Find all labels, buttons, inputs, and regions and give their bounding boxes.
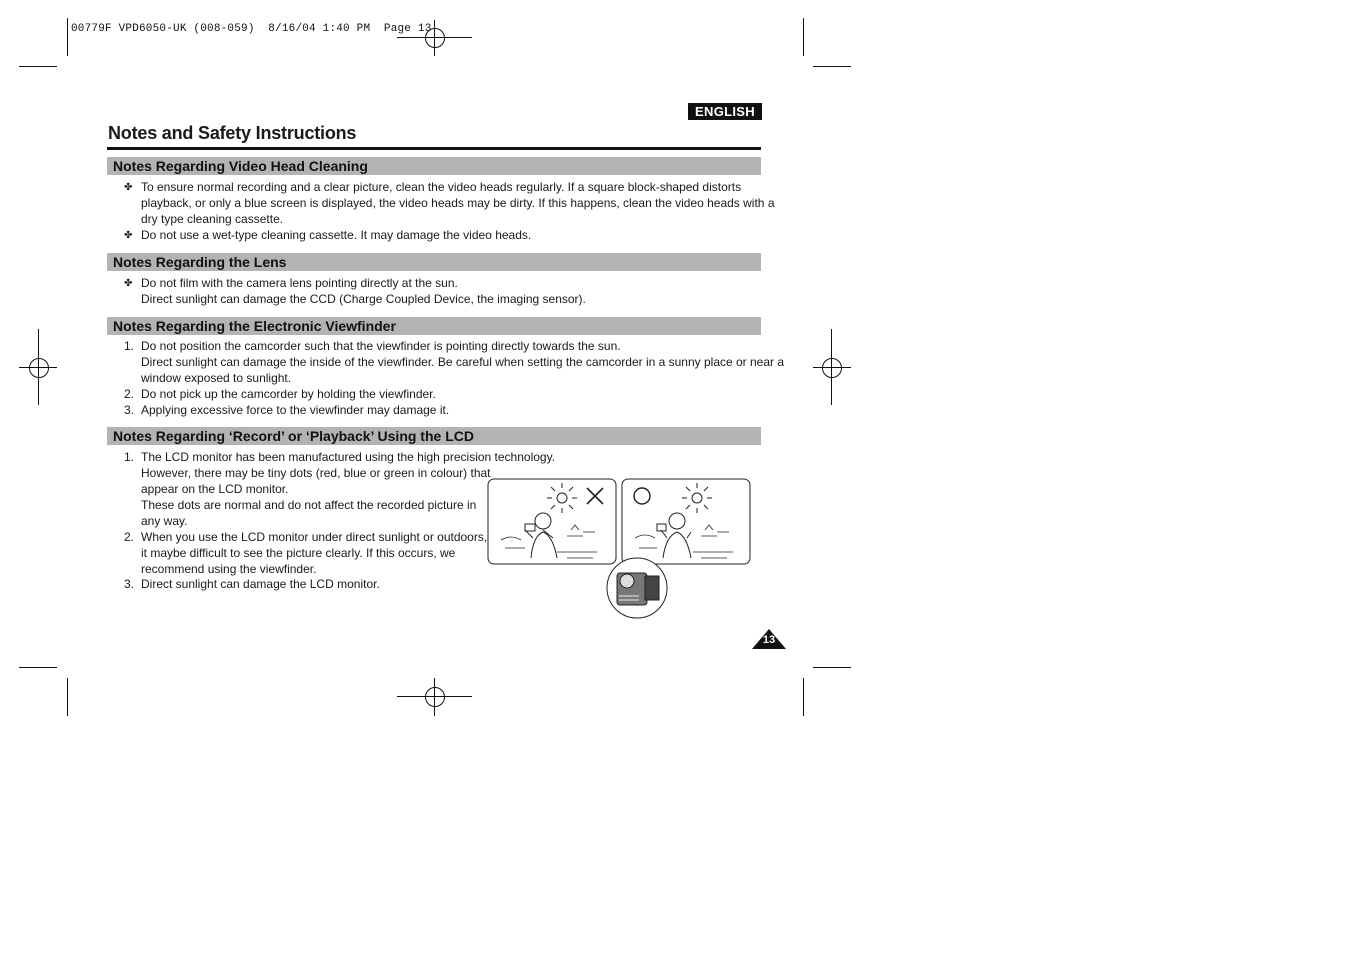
page-title: Notes and Safety Instructions: [108, 123, 357, 143]
crop-mark: [813, 667, 851, 668]
list-number: 1.: [123, 450, 134, 464]
list-number: 2.: [123, 530, 134, 544]
bullet-icon: ✤: [124, 278, 133, 289]
person-figure: [657, 513, 691, 558]
crop-mark: [813, 66, 851, 67]
crop-mark: [803, 678, 804, 716]
list-item: Do not position the camcorder such that the viewfinder is pointing directly towards the sun. Direct sunlight can damage the inside of the viewfinder. Be careful when setting the camcorder in a sunny place or near a window exposed to sunlight.: [141, 339, 785, 385]
list-item: To ensure normal recording and a clear picture, clean the video heads regularly. If a square block-shaped distorts playback, or only a blue screen is displayed, the video heads may be dirty. If this happens, clean the video heads with a dry type cleaning cassette.: [141, 180, 775, 226]
sun-icon: [682, 483, 712, 513]
circle-mark-icon: [634, 488, 650, 504]
wrong-usage-panel: [488, 479, 616, 564]
page-number: 13: [762, 634, 776, 646]
list-number: 3.: [123, 403, 134, 417]
language-tab: ENGLISH: [688, 103, 762, 120]
crop-mark: [19, 66, 57, 67]
right-usage-panel: [622, 479, 750, 564]
crop-mark: [19, 667, 57, 668]
list-item: Do not film with the camera lens pointing directly at the sun. Direct sunlight can damage the CCD (Charge Coupled Device, the imaging sensor).: [141, 276, 586, 306]
list-item: Direct sunlight can damage the LCD monitor.: [141, 577, 380, 591]
crop-mark: [67, 678, 68, 716]
list-number: 2.: [123, 387, 134, 401]
crop-mark: [67, 18, 68, 56]
print-slug: 00779F VPD6050-UK (008-059) 8/16/04 1:40 PM Page 13: [71, 23, 432, 35]
list-item: When you use the LCD monitor under direct sunlight or outdoors, it maybe difficult to see the picture clearly. If this occurs, we recommend using the viewfinder.: [141, 530, 488, 576]
section-heading-lens: Notes Regarding the Lens: [107, 253, 761, 271]
bullet-icon: ✤: [124, 230, 133, 241]
section-heading-lcd: Notes Regarding ‘Record’ or ‘Playback’ Using the LCD: [107, 427, 761, 445]
list-item: Do not pick up the camcorder by holding the viewfinder.: [141, 387, 436, 401]
camcorder-viewfinder-icon: [617, 573, 659, 605]
x-mark-icon: [587, 488, 603, 504]
crop-mark: [803, 18, 804, 56]
list-item: Applying excessive force to the viewfinder may damage it.: [141, 403, 450, 417]
list-number: 3.: [123, 577, 134, 591]
lcd-usage-illustration: [487, 478, 752, 620]
list-number: 1.: [123, 339, 134, 353]
section-heading-video-head: Notes Regarding Video Head Cleaning: [107, 157, 761, 175]
section-heading-viewfinder: Notes Regarding the Electronic Viewfinder: [107, 317, 761, 335]
list-item: Do not use a wet-type cleaning cassette. It may damage the video heads.: [141, 228, 532, 242]
list-item: The LCD monitor has been manufactured using the high precision technology. However, there may be tiny dots (red, blue or green in colour) that appear on the LCD monitor. These dots are normal and do not affect the recorded picture in any way.: [141, 450, 556, 528]
person-figure: [525, 513, 557, 558]
bullet-icon: ✤: [124, 182, 133, 193]
sun-icon: [547, 483, 577, 513]
title-rule: [107, 147, 761, 150]
